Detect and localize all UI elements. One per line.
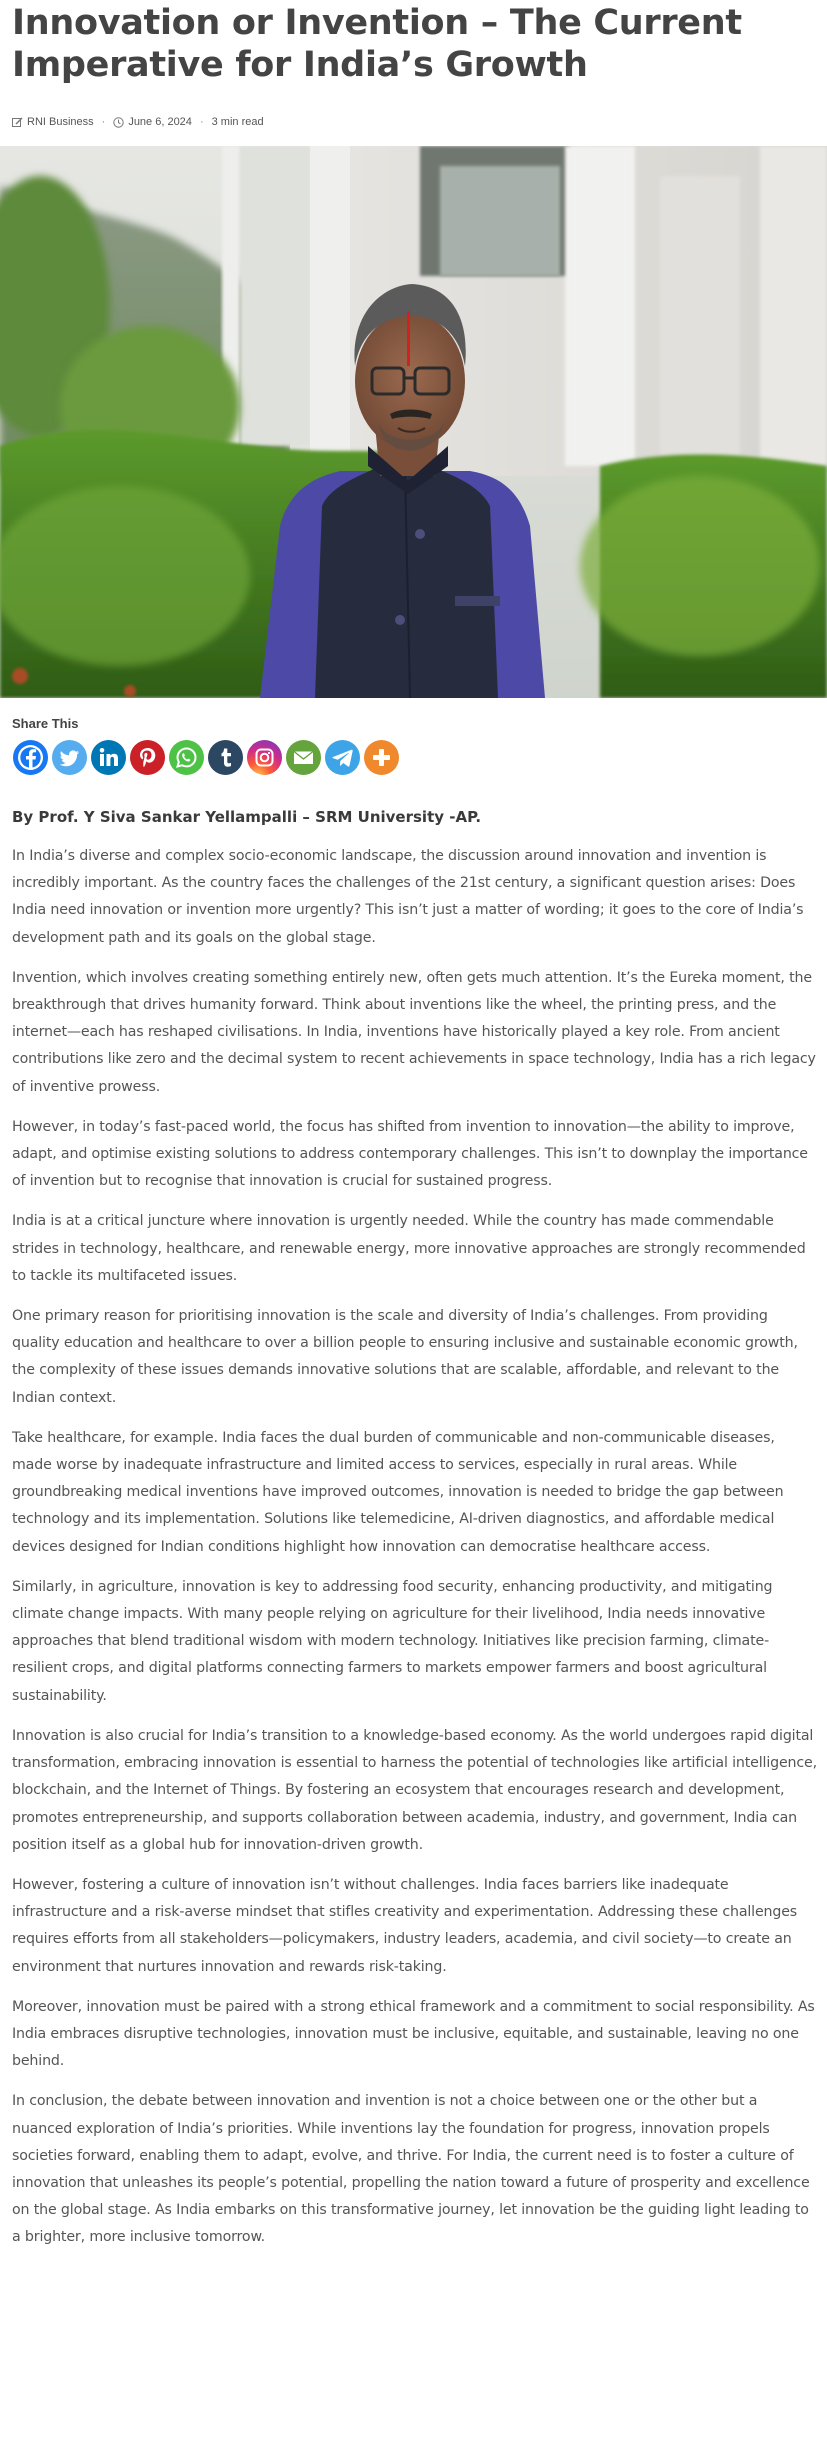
article-paragraph: Invention, which involves creating something entirely new, often gets much attention. It’s the Eureka moment, the breakthrough that drives humanity forward. Think about inventions like the wheel, the printing press, and the internet—each has reshaped civilisations. In India, inventions have historically played a key role. From ancient contributions like zero and the decimal system to recent achievements in space technology, India has a rich legacy of inventive prowess. bbox=[12, 969, 816, 1095]
author-link[interactable]: RNI Business bbox=[27, 116, 94, 128]
article-paragraph: Innovation is also crucial for India’s transition to a knowledge-based economy. As the world undergoes rapid digital transformation, embracing innovation is essential to harness the potential of technologies like artificial intelligence, blockchain, and the Internet of Things. By fostering an ecosystem that encourages research and development, promotes entrepreneurship, and supports collaboration between academia, industry, and government, India can position itself as a global hub for innovation-driven growth. bbox=[12, 1727, 817, 1853]
article-body bbox=[12, 805, 818, 2265]
portrait-photo bbox=[0, 146, 827, 698]
clock-icon bbox=[113, 117, 124, 128]
telegram-icon bbox=[325, 740, 360, 775]
hero-image bbox=[0, 146, 827, 698]
share-buttons bbox=[13, 740, 399, 775]
publish-date: June 6, 2024 bbox=[128, 116, 192, 128]
article-paragraph: However, in today’s fast-paced world, the focus has shifted from invention to innovation—the ability to improve, adapt, and optimise existing solutions to address contemporary challenges. This isn’t to downplay the importance of invention but to recognise that innovation is crucial for sustained progress. bbox=[12, 1118, 808, 1190]
article-paragraph: India is at a critical juncture where innovation is urgently needed. While the country has made commendable strides in technology, healthcare, and renewable energy, more innovative approaches are strongly recommended to tackle its multifaceted issues. bbox=[12, 1213, 806, 1284]
share-more-button[interactable] bbox=[364, 740, 399, 775]
share-label: Share This bbox=[12, 716, 79, 731]
share-instagram-button[interactable] bbox=[247, 740, 282, 775]
share-whatsapp-button[interactable] bbox=[169, 740, 204, 775]
twitter-icon bbox=[52, 740, 87, 775]
edit-icon bbox=[12, 117, 23, 128]
article-paragraph: Moreover, innovation must be paired with a strong ethical framework and a commitment to social responsibility. As India embraces disruptive technologies, innovation must be inclusive, equitable, and sustainable, leaving no one behind. bbox=[12, 1998, 815, 2070]
article-paragraph: However, fostering a culture of innovation isn’t without challenges. India faces barriers like inadequate infrastructure and a risk-averse mindset that stifles creativity and experimentation. Addressing these challenges requires efforts from all stakeholders—policymakers, industry leaders, academia, and civil society—to create an environment that nurtures innovation and rewards risk-taking. bbox=[12, 1876, 798, 1975]
article-byline: By Prof. Y Siva Sankar Yellampalli – SRM University -AP. bbox=[12, 808, 482, 826]
share-twitter-button[interactable] bbox=[52, 740, 87, 775]
share-pinterest-button[interactable] bbox=[130, 740, 165, 775]
article-paragraph: One primary reason for prioritising innovation is the scale and diversity of India’s challenges. From providing quality education and healthcare to over a billion people to ensuring inclusive and sustainable economic growth, the complexity of these issues demands innovative solutions that are scalable, affordable, and relevant to the Indian context. bbox=[12, 1308, 798, 1406]
share-email-button[interactable] bbox=[286, 740, 321, 775]
article-paragraph: Similarly, in agriculture, innovation is key to addressing food security, enhancing productivity, and mitigating climate change impacts. With many people relying on agriculture for their livelihood, India needs innovative approaches that blend traditional wisdom with modern technology. Initiatives like precision farming, climate-resilient crops, and digital platforms connecting farmers to markets empower farmers and boost agricultural sustainability. bbox=[12, 1578, 773, 1704]
read-time: 3 min read bbox=[211, 116, 264, 128]
facebook-icon bbox=[13, 740, 48, 775]
tumblr-icon bbox=[208, 740, 243, 775]
article-title: Innovation or Invention – The Current Imperative for India’s Growth bbox=[12, 3, 742, 85]
share-telegram-button[interactable] bbox=[325, 740, 360, 775]
share-facebook-button[interactable] bbox=[13, 740, 48, 775]
pinterest-icon bbox=[130, 740, 165, 775]
meta-separator: · bbox=[101, 116, 106, 128]
share-tumblr-button[interactable] bbox=[208, 740, 243, 775]
instagram-icon bbox=[247, 740, 282, 775]
share-linkedin-button[interactable] bbox=[91, 740, 126, 775]
whatsapp-icon bbox=[169, 740, 204, 775]
article-paragraph: In conclusion, the debate between innovation and invention is not a choice between one or the other but a nuanced exploration of India’s priorities. While inventions lay the foundation for progress, innovation propels societies forward, enabling them to adapt, evolve, and thrive. For India, the current need is to foster a culture of innovation that unleashes its people’s potential, propelling the nation toward a future of prosperity and excellence on the global stage. As India embarks on this transformative journey, let innovation be the guiding light leading to a brighter, more inclusive tomorrow. bbox=[12, 2093, 810, 2246]
article-meta bbox=[12, 116, 264, 128]
article-paragraph: In India’s diverse and complex socio-economic landscape, the discussion around innovation and invention is incredibly important. As the country faces the challenges of the 21st century, a significant question arises: Does India need innovation or invention more urgently? This isn’t just a matter of wording; it goes to the core of India’s development path and its goals on the global stage. bbox=[12, 848, 804, 946]
meta-separator: · bbox=[199, 116, 204, 128]
plus-icon bbox=[364, 740, 399, 775]
email-icon bbox=[286, 740, 321, 775]
article-paragraph: Take healthcare, for example. India faces the dual burden of communicable and non-communicable diseases, made worse by inadequate infrastructure and limited access to services, especially in rural areas. While groundbreaking medical inventions have improved outcomes, innovation is needed to bridge the gap between technology and its implementation. Solutions like telemedicine, AI-driven diagnostics, and affordable medical devices designed for Indian conditions highlight how innovation can democratise healthcare access. bbox=[12, 1429, 784, 1555]
linkedin-icon bbox=[91, 740, 126, 775]
